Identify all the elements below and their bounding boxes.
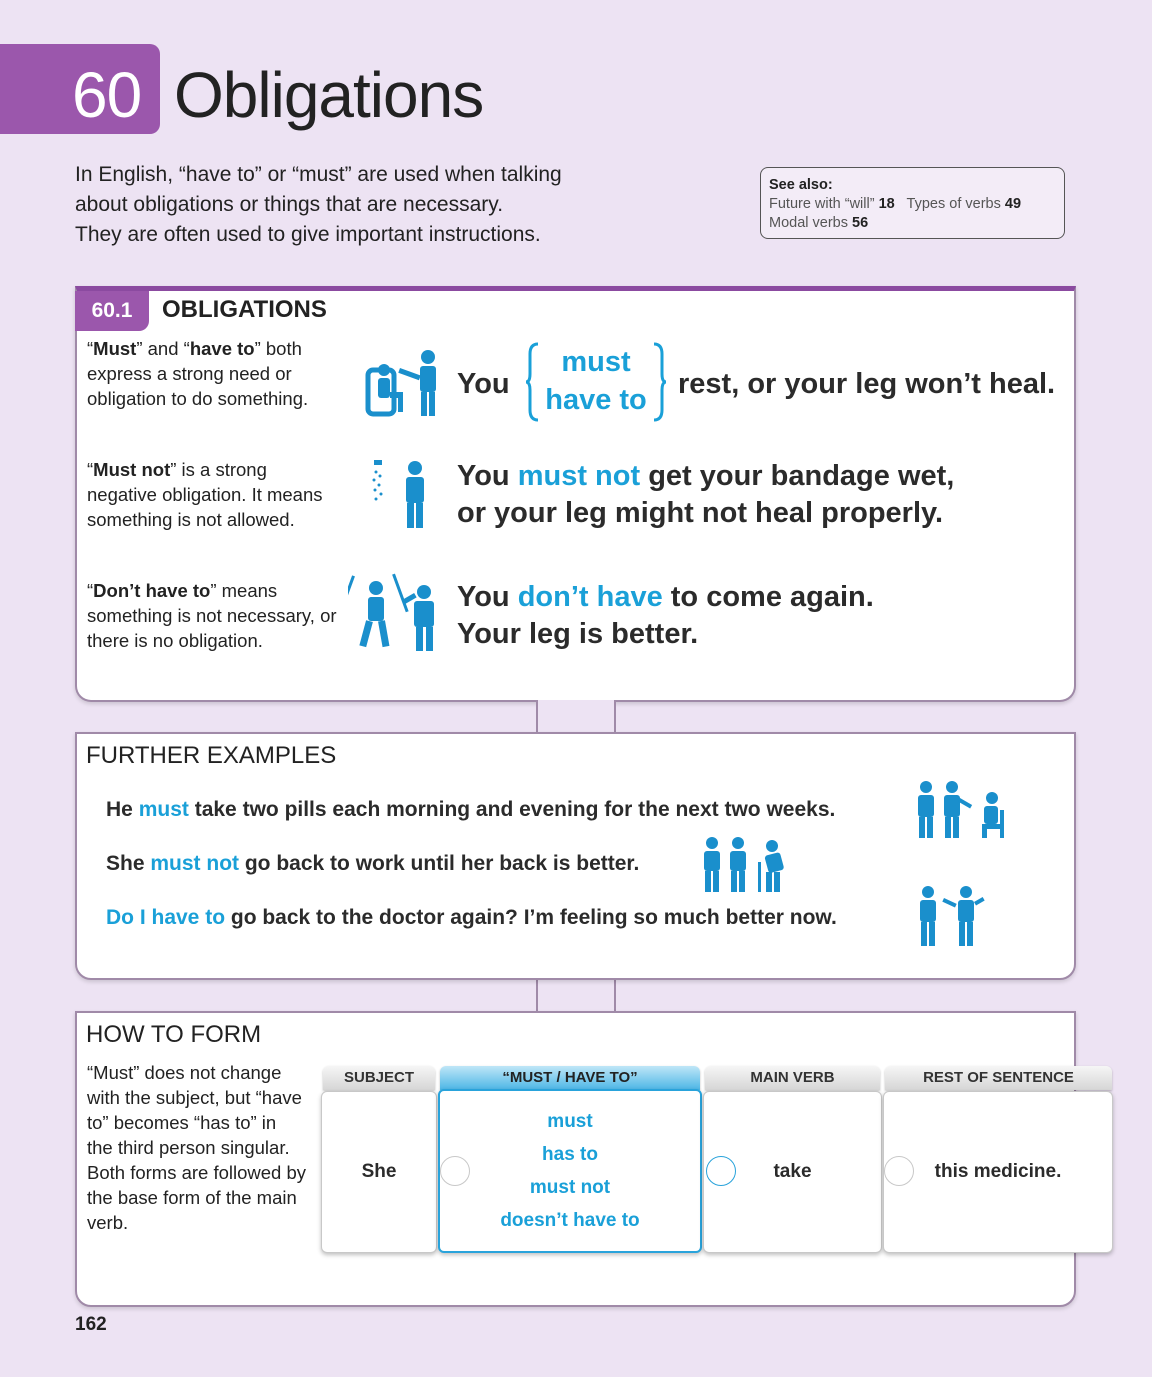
puzzle-knob: [884, 1156, 914, 1186]
section-number: 60.1: [75, 291, 149, 331]
further-examples-heading: FURTHER EXAMPLES: [86, 742, 337, 769]
example3-line2: Your leg is better.: [457, 618, 699, 650]
example3-line1: You don’t have to come again.: [457, 581, 874, 613]
modal-option: must not: [529, 1177, 611, 1198]
intro-line: In English, “have to” or “must” are used when talking: [75, 163, 562, 186]
page-title: Obligations: [174, 59, 484, 131]
option-have-to: have to: [545, 384, 647, 416]
how-to-form-note: “Must” does not change with the subject, but “have to” becomes “has to” in the third person singular. Both forms are followed by the base form of the main verb.: [87, 1062, 307, 1233]
modal-option: has to: [542, 1144, 598, 1165]
connector: [536, 700, 616, 734]
section-title: OBLIGATIONS: [162, 296, 327, 323]
column-header-main-verb: MAIN VERB: [705, 1066, 880, 1090]
choice-brace: [526, 342, 666, 422]
doctor-visit-icon: [914, 884, 986, 948]
doctor-pills-icon: [912, 780, 1008, 840]
cell-subject: She: [321, 1091, 437, 1253]
cell-main-verb: take: [703, 1091, 882, 1253]
see-also-link[interactable]: Future with “will” 18: [769, 196, 895, 212]
see-also-link[interactable]: Types of verbs 49: [906, 196, 1022, 212]
intro-text: [75, 160, 615, 250]
note-must-not: “Must not” is a strong negative obligation. It means something is not allowed.: [87, 459, 323, 530]
see-also-heading: See also:: [769, 177, 833, 193]
see-also-link[interactable]: Modal verbs 56: [769, 215, 869, 231]
example2-line2: or your leg might not heal properly.: [457, 497, 944, 529]
connector: [536, 978, 616, 1013]
note-dont-have-to: “Don’t have to” means something is not necessary, or there is no obligation.: [87, 580, 337, 651]
page-number: 162: [75, 1314, 107, 1335]
note-must: “Must” and “have to” both express a strong need or obligation to do something.: [87, 338, 309, 409]
cell-modal: [438, 1089, 702, 1253]
modal-option: doesn’t have to: [500, 1210, 640, 1231]
further-example: Do I have to go back to the doctor again? I’m feeling so much better now.: [106, 906, 837, 929]
crutches-icon: [348, 570, 444, 654]
see-also-box: [760, 167, 1065, 239]
further-example: She must not go back to work until her back is better.: [106, 852, 640, 875]
option-must: must: [561, 346, 631, 378]
column-header-rest: REST OF SENTENCE: [885, 1066, 1112, 1090]
doctor-patient-icon: [362, 348, 446, 418]
example1-rest: rest, or your leg won’t heal.: [678, 368, 1056, 400]
shower-icon: [370, 458, 432, 530]
puzzle-knob: [440, 1156, 470, 1186]
further-example: He must take two pills each morning and evening for the next two weeks.: [106, 798, 836, 821]
intro-line: about obligations or things that are necessary.: [75, 193, 504, 216]
workers-icon: [700, 836, 792, 894]
cell-rest: this medicine.: [883, 1091, 1113, 1253]
puzzle-knob: [706, 1156, 736, 1186]
modal-option: must: [547, 1111, 593, 1132]
column-header-modal: “MUST / HAVE TO”: [440, 1066, 700, 1090]
chapter-number: 60: [72, 59, 142, 131]
column-header-subject: SUBJECT: [323, 1066, 435, 1090]
intro-line: They are often used to give important instructions.: [75, 223, 541, 246]
example1-subject: You: [457, 368, 510, 400]
example2-line1: You must not get your bandage wet,: [457, 460, 955, 492]
how-to-form-heading: HOW TO FORM: [86, 1021, 262, 1048]
